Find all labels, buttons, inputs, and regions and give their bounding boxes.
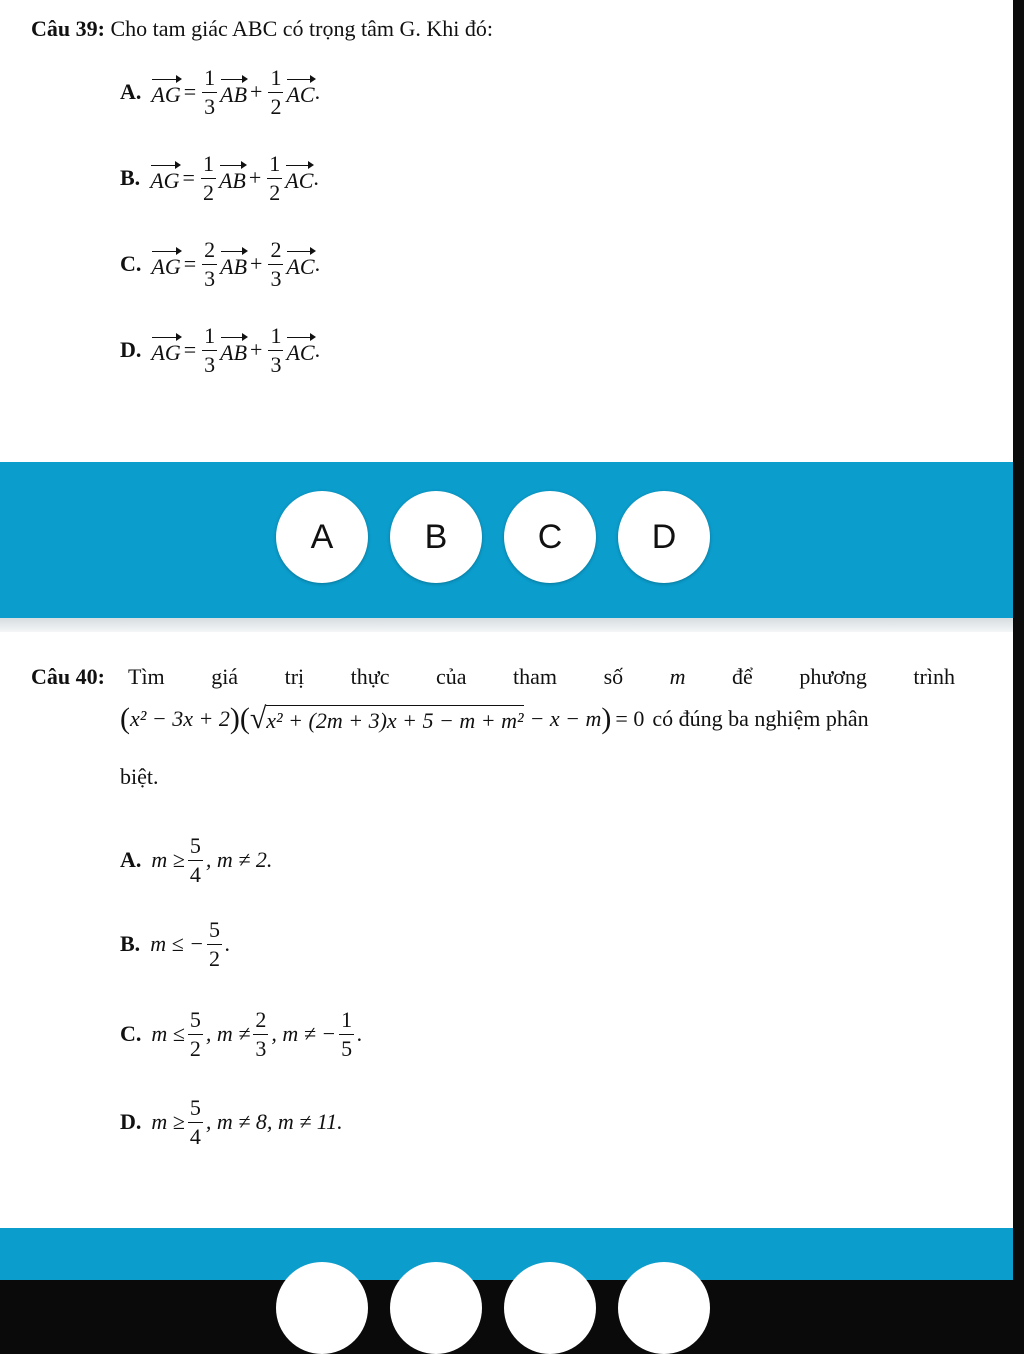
answer-button-next-d[interactable]: [618, 1262, 710, 1354]
q40-line-1: Tìm giá trị thực của tham số m để phương trình: [128, 664, 955, 689]
q40-label: Câu 40:: [31, 664, 105, 689]
q39-text: Cho tam giác ABC có trọng tâm G. Khi đó:: [110, 16, 493, 41]
answer-button-b[interactable]: B: [390, 491, 482, 583]
q40-option-a: A. m ≥ $\frac{5}{4}$ , m ≠ 2.: [120, 832, 273, 887]
q39-option-a: A. AG = $\frac{1}{3}$ AB + $\frac{1}{2}$ AC .: [120, 64, 321, 119]
q39-title: [31, 16, 493, 42]
answer-button-next-b[interactable]: [390, 1262, 482, 1354]
q40-equals: = 0: [615, 706, 645, 731]
screen-edge: [1013, 0, 1024, 1280]
q39-option-d: D. AG = $\frac{1}{3}$ AB + $\frac{1}{3}$ AC .: [120, 322, 321, 377]
q40-option-d: D. m ≥ $\frac{5}{4}$ , m ≠ 8, m ≠ 11.: [120, 1094, 343, 1149]
answer-band-next: [0, 1228, 1013, 1280]
q40-tail: − x − m: [529, 706, 602, 731]
answer-button-next-c[interactable]: [504, 1262, 596, 1354]
answer-button-d[interactable]: D: [618, 491, 710, 583]
q39-option-c: C. AG = $\frac{2}{3}$ AB + $\frac{2}{3}$ AC .: [120, 236, 321, 291]
q39-option-b: B. AG = $\frac{1}{2}$ AB + $\frac{1}{2}$ AC .: [120, 150, 319, 205]
q40-line-3: biệt.: [120, 764, 159, 789]
band-shadow: [0, 618, 1013, 632]
q40-label-wrap: [31, 664, 105, 690]
answer-button-c[interactable]: C: [504, 491, 596, 583]
q40-equation-line: ( x² − 3x + 2 ) ( √ x² + (2m + 3)x + 5 − m + m² − x − m ) = 0 có đúng ba nghiệm phân: [120, 702, 869, 735]
q40-option-c: C. m ≤ $\frac{5}{2}$ , m ≠ $\frac{2}{3}$ , m ≠ − $\frac{1}{5}$ .: [120, 1006, 363, 1061]
q40-option-b: B. m ≤ − $\frac{5}{2}$ .: [120, 916, 231, 971]
q40-text-after: có đúng ba nghiệm phân: [652, 706, 869, 731]
answer-button-next-a[interactable]: [276, 1262, 368, 1354]
q40-factor1: x² − 3x + 2: [130, 706, 230, 731]
q40-sqrt: √ x² + (2m + 3)x + 5 − m + m²: [249, 702, 524, 735]
q39-label: Câu 39:: [31, 16, 105, 41]
answer-button-a[interactable]: A: [276, 491, 368, 583]
